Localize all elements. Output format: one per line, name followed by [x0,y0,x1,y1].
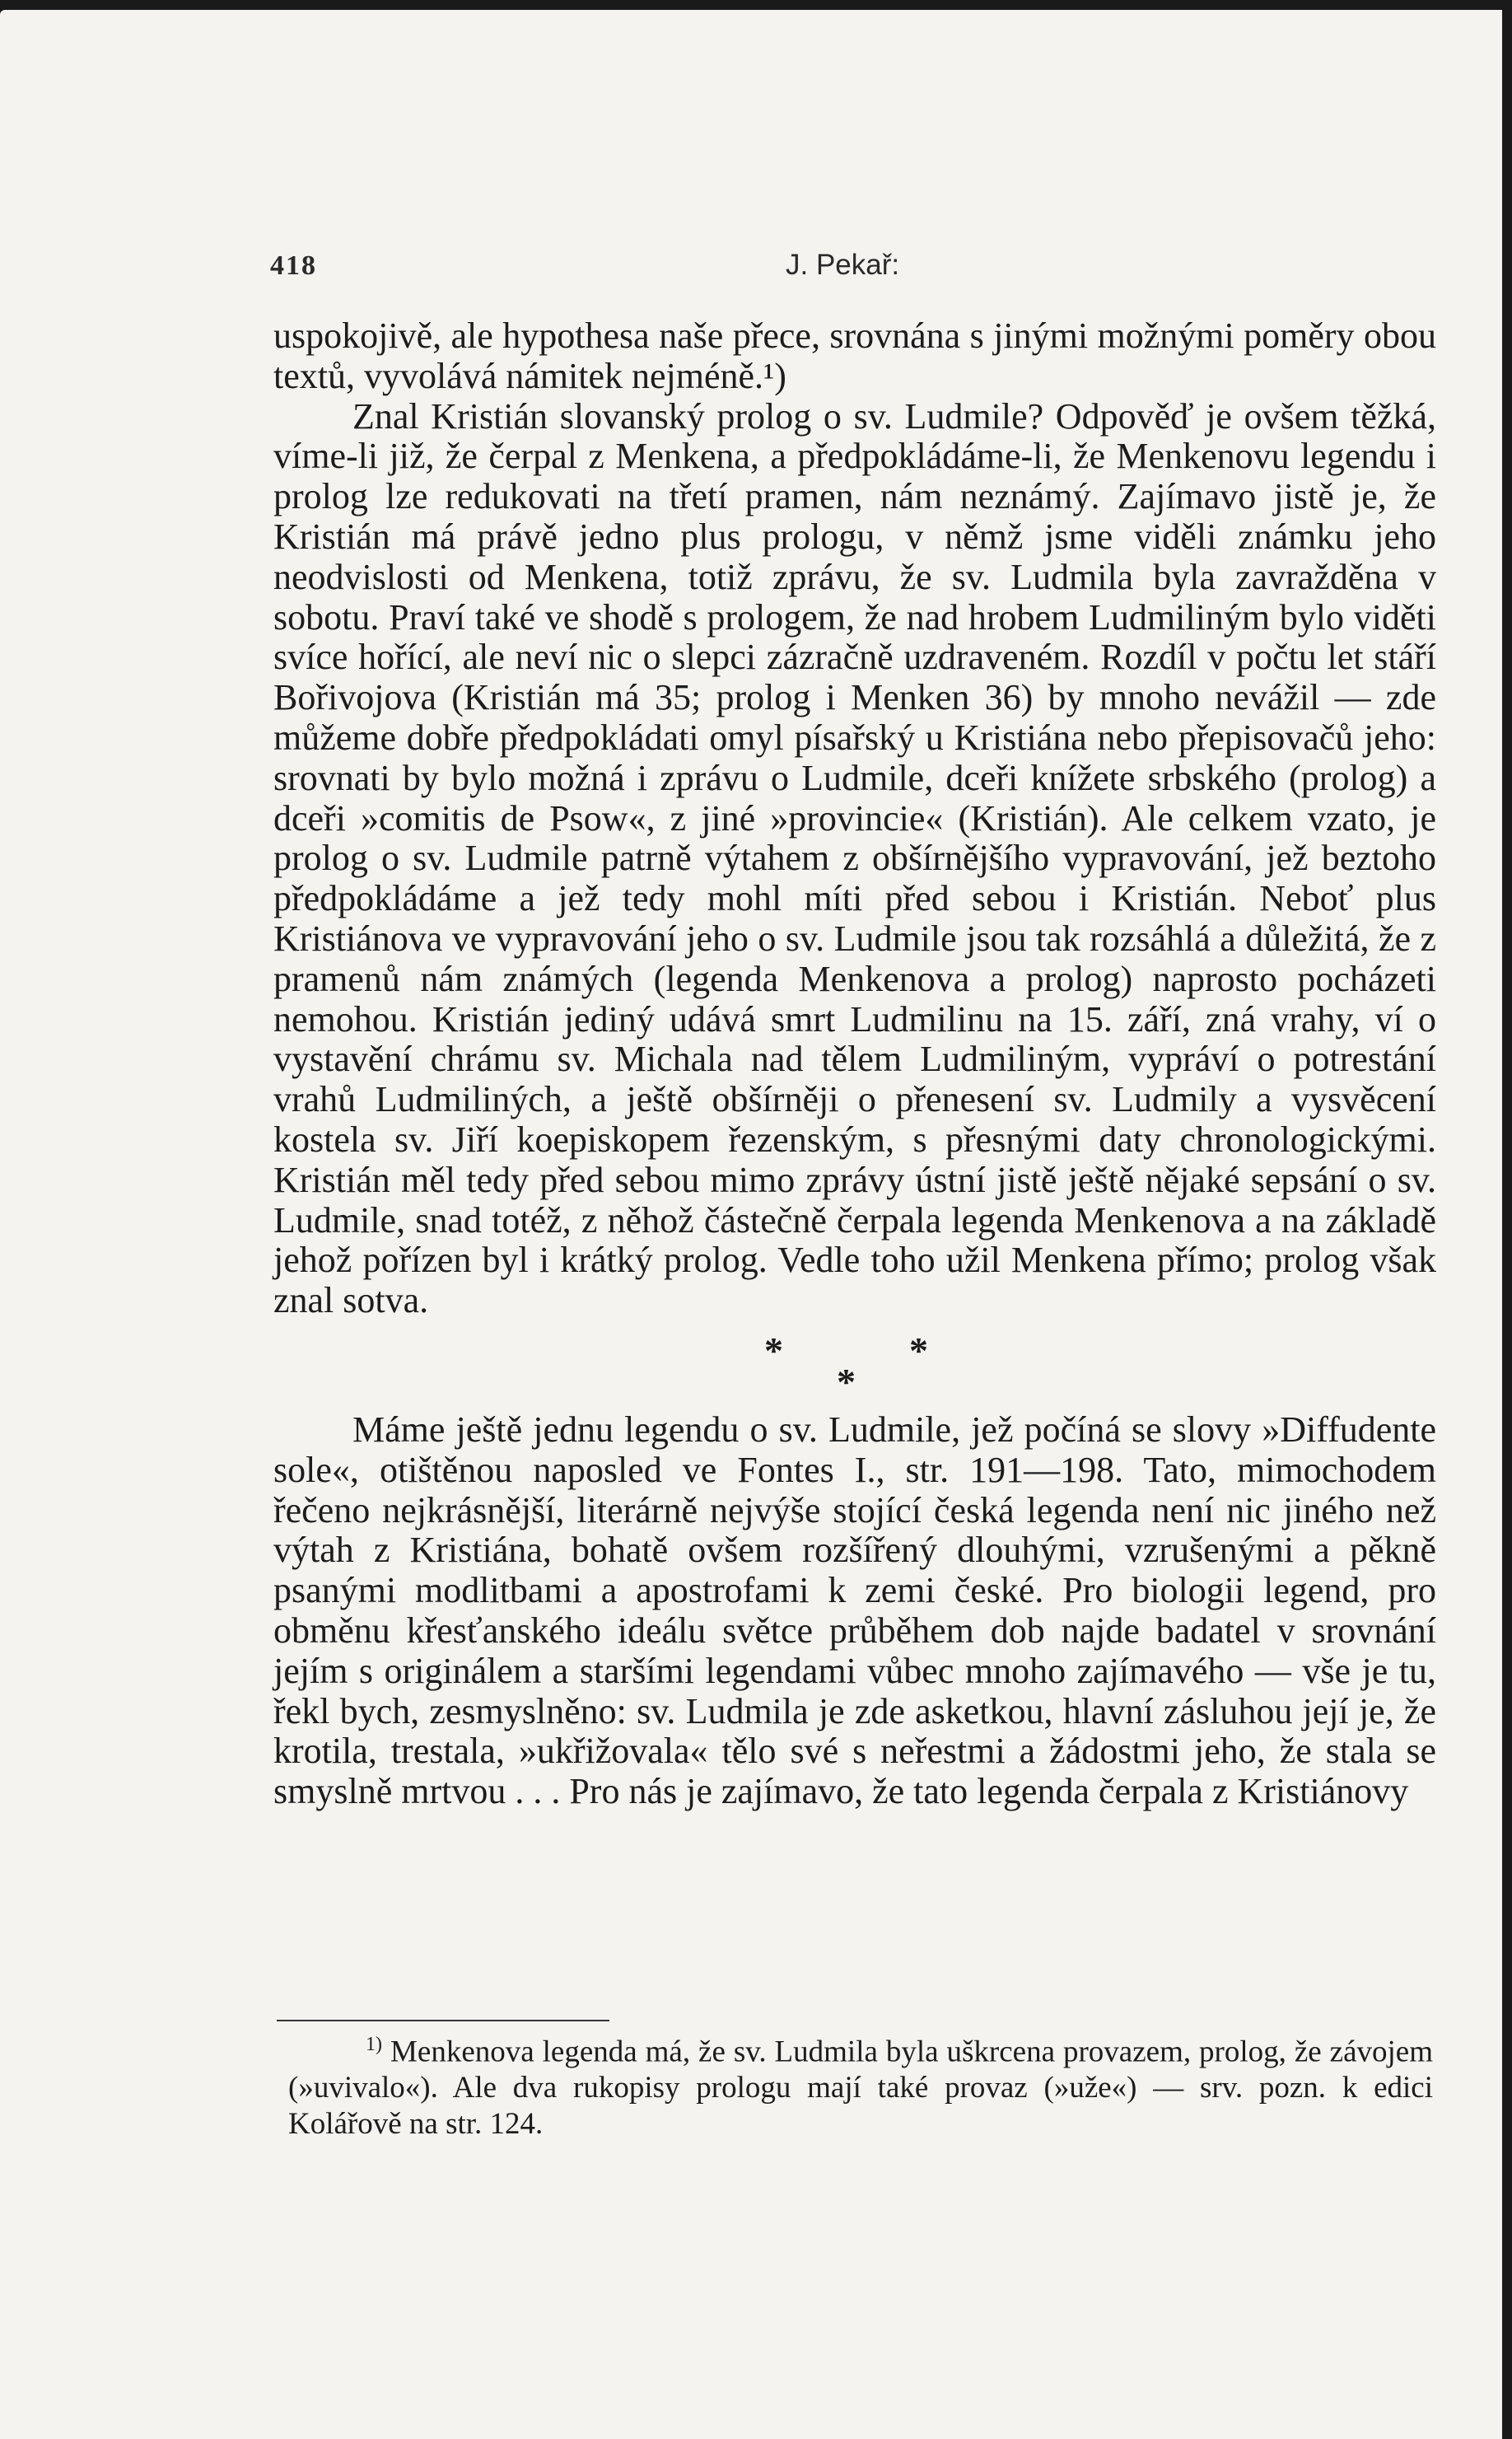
footnote [288,2026,1433,2142]
separator-star: * [909,1329,928,1371]
paragraph-diffudente: Máme ještě jednu legendu o sv. Ludmile, jež počíná se slovy »Diffudente sole«, otištěnou naposled ve Fontes I., str. 191—198. Tato, mimochodem řečeno nejkrásnější, literárně nejvýše stojící česká legenda není nic jiného než výtah z Kristiána, bohatě ovšem rozšířený dlouhými, vzrušenými a pěkně psanými modlitbami a apostrofami k zemi české. Pro biologii legend, pro obměnu křesťanského ideálu světce průběhem dob najde badatel v srovnání jejím s originálem a staršími legendami vůbec mnoho zajímavého — vše je tu, řekl bych, zesmyslněno: sv. Ludmila je zde asketkou, hlavní zásluhou její je, že krotila, trestala, »ukřižovala« tělo své s neřestmi a žádostmi jeho, že stala se smyslně mrtvou . . . Pro nás je zajímavo, že tato legenda čerpala z Kristiánovy [273,1409,1436,1812]
separator-star: * [764,1329,783,1371]
footnote-mark: 1) [366,2034,382,2055]
section-separator [273,1321,1436,1410]
book-page [0,10,1502,2439]
separator-star: * [837,1360,856,1403]
running-title: J. Pekař: [786,249,900,281]
paragraph-continuation: uspokojivě, ale hypothesa naše přece, srovnána s jinými možnými poměry obou textů, vyvolává námitek nejméně.¹) [273,315,1436,396]
paragraph-prolog: Znal Kristián slovanský prolog o sv. Ludmile? Odpověď je ovšem těžká, víme-li již, že čerpal z Menkena, a předpokládáme-li, že Menkenovu legendu i prolog lze redukovati na třetí pramen, nám neznámý. Zajímavo jistě je, že Kristián má právě jedno plus prologu, v němž jsme viděli známku jeho neodvislosti od Menkena, totiž zprávu, že sv. Ludmila byla zavražděna v sobotu. Praví také ve shodě s prologem, že nad hrobem Ludmiliným bylo viděti svíce hořící, ale neví nic o slepci zázračně uzdraveném. Rozdíl v počtu let stáří Bořivojova (Kristián má 35; prolog i Menken 36) by mnoho nevážil — zde můžeme dobře předpokládati omyl písařský u Kristiána nebo přepisovačů jeho: srovnati by bylo možná i zprávu o Ludmile, dceři knížete srbského (prolog) a dceři »comitis de Psow«, z jiné »provincie« (Kristián). Ale celkem vzato, je prolog o sv. Ludmile patrně výtahem z obšírnějšího vypravování, jež beztoho předpokládáme a jež tedy mohl míti před sebou i Kristián. Neboť plus Kristiánova ve vypravování jeho o sv. Ludmile jsou tak rozsáhlá a důležitá, že z pramenů nám známých (legenda Menkenova a prolog) naprosto pocházeti nemohou. Kristián jediný udává smrt Ludmilinu na 15. září, zná vrahy, ví o vystavění chrámu sv. Michala nad tělem Ludmiliným, vypráví o potrestání vrahů Ludmiliných, a ještě obšírněji o přenesení sv. Ludmily a vysvěcení kostela sv. Jiří koepiskopem řezenským, s přesnými daty chronologickými. Kristián měl tedy před sebou mimo zprávy ústní jistě ještě nějaké sepsání o sv. Ludmile, snad totéž, z něhož částečně čerpala legenda Menkenova a na základě jehož pořízen byl i krátký prolog. Vedle toho užil Menkena přímo; prolog však znal sotva. [273,395,1436,1321]
footnote-text: Menkenova legenda má, že sv. Ludmila byla uškrcena provazem, prolog, že závojem (»uvivalo«). Ale dva rukopisy prologu mají také provaz (»uže«) — srv. pozn. k edici Kolářově na str. 124. [288,2035,1433,2142]
page-header [0,239,1502,288]
footnote-rule [277,2020,609,2021]
page-number: 418 [270,250,317,281]
main-text [273,316,1436,1812]
